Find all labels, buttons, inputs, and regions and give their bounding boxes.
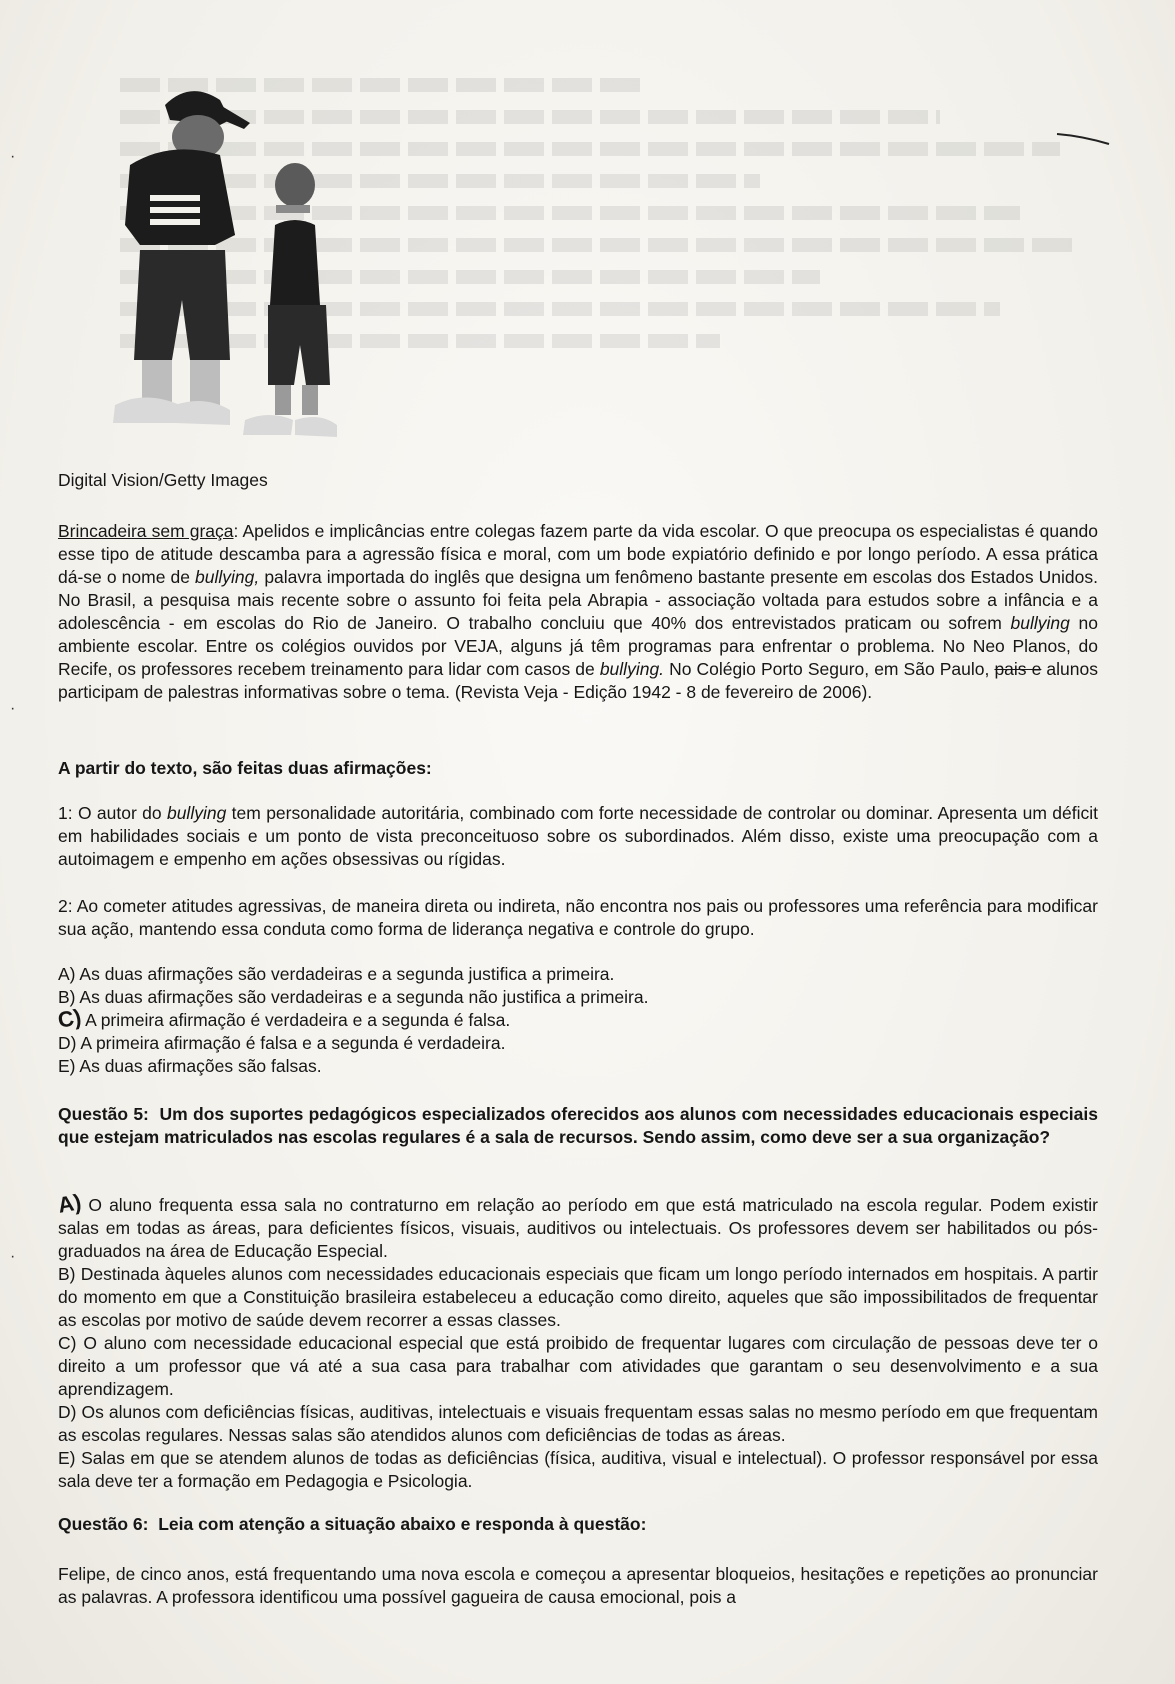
article-title: Brincadeira sem graça	[58, 521, 234, 541]
q5-option-b[interactable]: B) Destinada àqueles alunos com necessidades educacionais especiais que ficam um longo período internados em hospitais. A partir do momento em que a Constituição brasileira estabeleceu a educação como direito, aqueles que são impossibilitados de frequentar as escolas por motivo de saúde devem recorrer a essas classes.	[58, 1264, 1098, 1330]
bullying-photo	[70, 75, 350, 465]
margin-tick: ·	[10, 700, 16, 717]
q5-option-c[interactable]: C) O aluno com necessidade educacional especial que está proibido de frequentar lugares com circulação de pessoas deve ter o direito a um professor que vá até a sua casa para trabalhar com atividades que garantam o seu desenvolvimento e a sua aprendizagem.	[58, 1333, 1098, 1399]
margin-tick: ·	[10, 1248, 16, 1265]
q5-heading	[58, 1103, 1098, 1149]
pen-stroke	[1055, 128, 1115, 148]
margin-tick: ·	[10, 148, 16, 165]
q6-text: Felipe, de cinco anos, está frequentando uma nova escola e começou a apresentar bloqueios, hesitações e repetições ao pronunciar as palavras. A professora identificou uma possível gagueira de causa emocional, pois a	[58, 1564, 1098, 1607]
image-credit: Digital Vision/Getty Images	[58, 470, 268, 490]
article-paragraph: Brincadeira sem graça: Apelidos e implicâncias entre colegas fazem parte da vida escolar. O que preocupa os especialistas é quando esse tipo de atitude descamba para a agressão física e moral, com um bode expiatório definido e por longo período. A essa prática dá-se o nome de bullying, palavra importada do inglês que designa um fenômeno bastante presente em escolas dos Estados Unidos. No Brasil, a pesquisa mais recente sobre o assunto foi feita pela Abrapia - associação voltada para estudos sobre a infância e a adolescência - em escolas do Rio de Janeiro. O trabalho concluiu que 40% dos entrevistados praticam ou sofrem bullying no ambiente escolar. Entre os colégios ouvidos por VEJA, alguns já têm programas para enfrentar o problema. No Neo Planos, do Recife, os professores recebem treinamento para lidar com casos de bullying. No Colégio Porto Seguro, em São Paulo, pais e alunos participam de palestras informativas sobre o tema. (Revista Veja - Edição 1942 - 8 de fevereiro de 2006).	[58, 521, 1098, 702]
q6-label: Questão 6:	[58, 1514, 149, 1534]
q5-option-e[interactable]: E) Salas em que se atendem alunos de todas as deficiências (física, auditiva, visual e intelectual). O professor responsável por essa sala deve ter a formação em Pedagogia e Psicologia.	[58, 1448, 1098, 1491]
q5-options	[55, 1189, 1099, 1493]
q4-option-b[interactable]: B) As duas afirmações são verdadeiras e a segunda não justifica a primeira.	[58, 987, 649, 1007]
q4-option-d[interactable]: D) A primeira afirmação é falsa e a segunda é verdadeira.	[58, 1033, 506, 1053]
handwritten-mark-c: C)	[55, 1004, 84, 1033]
q5-prompt: Um dos suportes pedagógicos especializados oferecidos aos alunos com necessidades educacionais especiais que estejam matriculados nas escolas regulares é a sala de recursos. Sendo assim, como deve ser a sua organização?	[58, 1104, 1098, 1147]
q5-option-a[interactable]: A) O aluno frequenta essa sala no contraturno em relação ao período em que está matriculado na escola regular. Podem existir salas em todas as áreas, para deficientes físicos, visuais, auditivos ou intelectuais. Os professores devem ser habilitados ou pós-graduados na área de Educação Especial.	[55, 1189, 1099, 1261]
q5-option-d[interactable]: D) Os alunos com deficiências físicas, auditivas, intelectuais e visuais frequentam essas salas no mesmo período em que frequentam as escolas regulares. Nessas salas são atendidos alunos com deficiências de todas as áreas.	[58, 1402, 1098, 1445]
struck-text: pais e	[994, 659, 1042, 679]
q5-label: Questão 5:	[58, 1104, 149, 1124]
q4-option-a[interactable]: A) As duas afirmações são verdadeiras e a segunda justifica a primeira.	[58, 964, 615, 984]
q4-intro: A partir do texto, são feitas duas afirmações:	[58, 758, 432, 778]
q4-option-c[interactable]: C) A primeira afirmação é verdadeira e a segunda é falsa.	[55, 1004, 511, 1033]
statement-1: 1: O autor do bullying tem personalidade autoritária, combinado com forte necessidade de controlar ou dominar. Apresenta um déficit em habilidades sociais e um ponto de vista preconceituoso sobre os subordinados. Além disso, existe uma preocupação com a autoimagem e empenho em ações obsessivas ou rígidas.	[58, 803, 1098, 869]
handwritten-mark-a: A)	[55, 1189, 84, 1218]
q4-option-e[interactable]: E) As duas afirmações são falsas.	[58, 1056, 322, 1076]
q6-heading	[58, 1513, 1098, 1536]
q4-options	[55, 963, 1098, 1078]
q6-prompt: Leia com atenção a situação abaixo e responda à questão:	[158, 1514, 647, 1534]
statement-2: 2: Ao cometer atitudes agressivas, de maneira direta ou indireta, não encontra nos pais ou professores uma referência para modificar sua ação, mantendo essa conduta como forma de liderança negativa e controle do grupo.	[58, 896, 1098, 939]
